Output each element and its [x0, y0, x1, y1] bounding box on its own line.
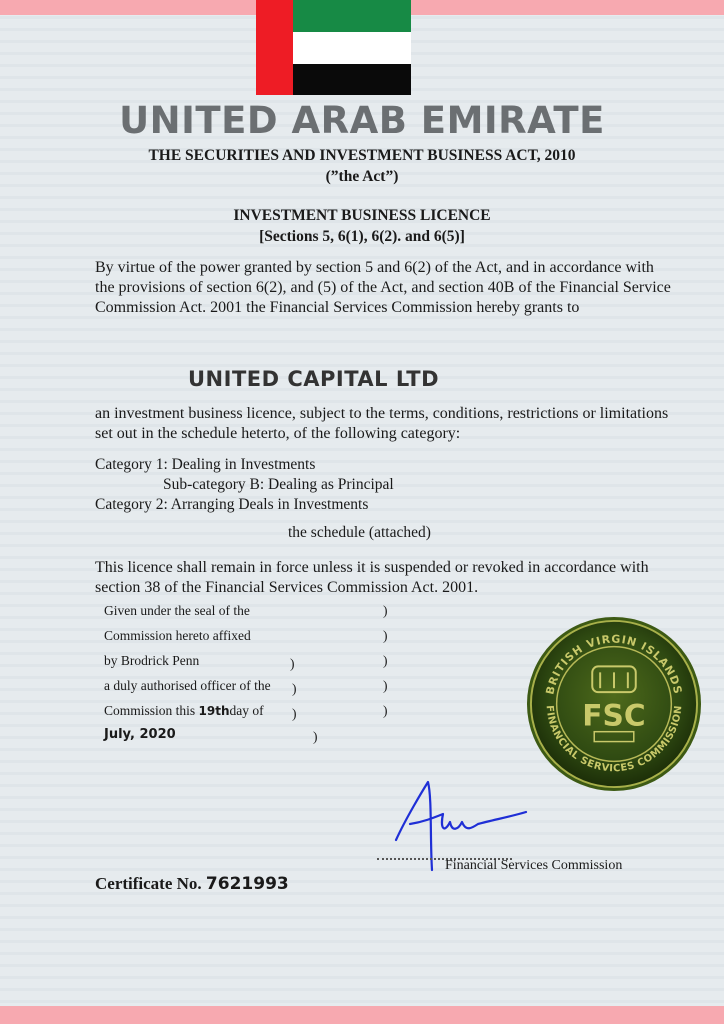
intro-paragraph: By virtue of the power granted by section 5 and 6(2) of the Act, and in accordance with the provisions of section 6(2), and (5) of the Act, and section 40B of the Financial Service Commission Act. 2001 the Financial Services Commission hereby grants to: [95, 259, 671, 316]
bracket-5a: ): [292, 706, 297, 721]
country-title: UNITED ARAB EMIRATE: [119, 99, 605, 142]
bracket-1: ): [383, 603, 388, 618]
category-2: Category 2: Arranging Deals in Investments: [95, 496, 369, 513]
given-line-5-post: day of: [229, 703, 264, 718]
seal-emblem: [582, 666, 645, 741]
bracket-3a: ): [290, 656, 295, 671]
bracket-2: ): [383, 628, 388, 643]
given-line-4: a duly authorised officer of the: [104, 678, 271, 693]
given-line-1: Given under the seal of the: [104, 603, 250, 618]
fsc-seal-icon: [525, 615, 703, 793]
given-line-3: by Brodrick Penn: [104, 653, 200, 668]
company-name: UNITED CAPITAL LTD: [188, 367, 440, 391]
flag-black-stripe: [293, 64, 411, 95]
certificate-number-value: 7621993: [205, 874, 289, 894]
bracket-6: ): [313, 729, 318, 744]
signature-org: Financial Services Commission: [445, 858, 623, 873]
seal-top-text: BRITISH VIRGIN ISLANDS: [543, 632, 685, 696]
certificate-number: [95, 874, 289, 894]
given-day: 19th: [198, 704, 230, 718]
bracket-4: ): [383, 678, 388, 693]
bottom-border-band: [0, 1006, 724, 1024]
seal-emblem-text: FSC: [582, 697, 646, 733]
sub-category-b: Sub-category B: Dealing as Principal: [163, 476, 394, 493]
uae-flag-icon: [256, 0, 411, 95]
given-line-5-pre: Commission this: [104, 703, 196, 718]
flag-white-stripe: [293, 32, 411, 64]
act-title: THE SECURITIES AND INVESTMENT BUSINESS ACT, 2010: [148, 147, 576, 164]
given-line-2: Commission hereto affixed: [104, 628, 251, 643]
schedule-reference: the schedule (attached): [288, 524, 431, 541]
category-1: Category 1: Dealing in Investments: [95, 456, 316, 473]
act-short-name: (”the Act”): [325, 168, 399, 185]
flag-green-stripe: [293, 0, 411, 32]
given-line-5: [104, 703, 264, 719]
licence-sections: [Sections 5, 6(1), 6(2). and 6(5)]: [259, 228, 465, 245]
licence-title: INVESTMENT BUSINESS LICENCE: [233, 207, 491, 224]
given-date: July, 2020: [104, 727, 176, 742]
flag-red-stripe: [256, 0, 293, 95]
bracket-3: ): [383, 653, 388, 668]
seal-bottom-text: FINANCIAL SERVICES COMMISSION: [543, 704, 685, 775]
licence-paragraph: an investment business licence, subject to the terms, conditions, restrictions or limitations set out in the schedule heterto, of the following category:: [95, 405, 669, 442]
bracket-4a: ): [292, 681, 297, 696]
bracket-5: ): [383, 703, 388, 718]
certificate-label: Certificate No.: [95, 874, 202, 893]
force-paragraph: This licence shall remain in force unless it is suspended or revoked in accordance with section 38 of the Financial Services Commission Act. 2001.: [95, 559, 649, 596]
